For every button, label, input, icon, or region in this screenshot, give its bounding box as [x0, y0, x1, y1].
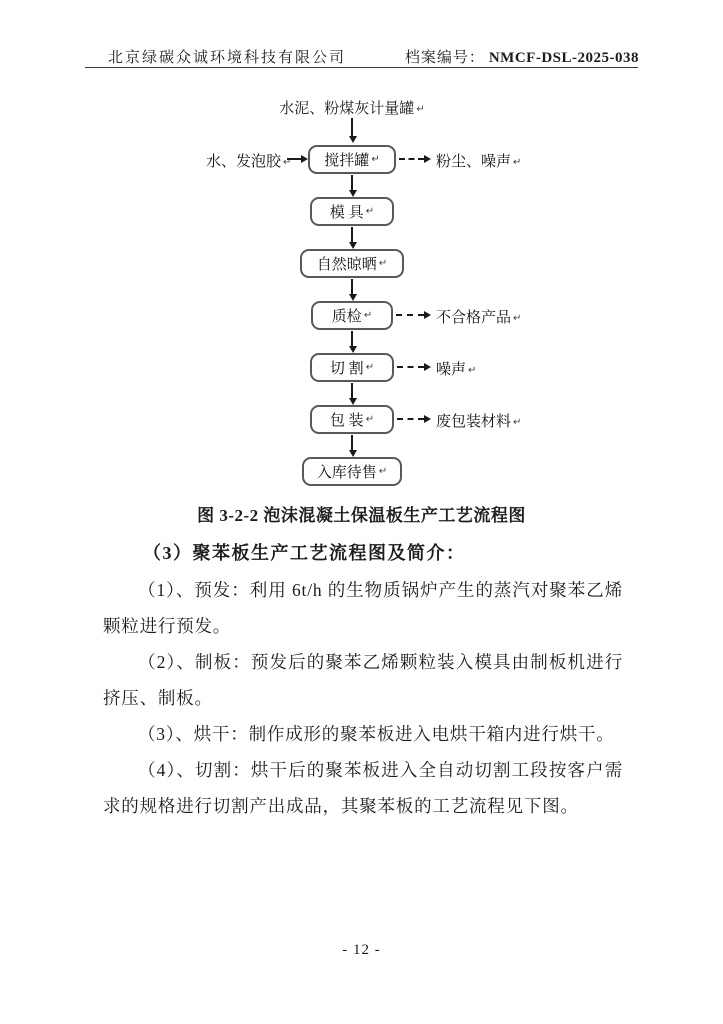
paragraph: （4）、切割：烘干后的聚苯板进入全自动切割工段按客户需求的规格进行切割产出成品，其聚苯板的工艺流程见下图。 — [103, 760, 623, 816]
paragraph-mark: ↵ — [378, 466, 388, 477]
emission-label: 不合格产品 — [436, 310, 512, 326]
arrow-right-dashed — [399, 158, 424, 160]
arrow-right-dashed — [397, 366, 424, 368]
paragraph-mark: ↵ — [363, 310, 373, 321]
header-doc-number — [405, 46, 639, 67]
emission-dust-noise — [436, 150, 521, 171]
paragraph: （1）、预发：利用 6t/h 的生物质锅炉产生的蒸汽对聚苯乙烯颗粒进行预发。 — [103, 580, 623, 636]
paragraph-mark: ↵ — [468, 365, 477, 376]
arrow-down — [351, 383, 353, 398]
emission-rejected-products — [436, 306, 521, 327]
emission-label: 噪声 — [436, 362, 467, 378]
arrow-down — [351, 435, 353, 450]
paragraph: （2）、制板：预发后的聚苯乙烯颗粒装入模具由制板机进行挤压、制板。 — [103, 652, 623, 708]
flow-node-natural-drying — [300, 249, 404, 278]
arrow-down — [351, 118, 353, 136]
flow-node-label: 搅拌罐 — [324, 153, 370, 169]
flow-input-top-label: 水泥、粉煤灰计量罐 — [279, 101, 415, 117]
arrow-down — [351, 175, 353, 190]
figure-caption: 图 3-2-2 泡沫混凝土保温板生产工艺流程图 — [197, 506, 526, 525]
flow-node-label: 入库待售 — [316, 465, 377, 481]
section-heading: （3）聚苯板生产工艺流程图及简介： — [143, 543, 466, 563]
paragraph-mark: ↵ — [378, 258, 388, 269]
arrow-right-dashed — [396, 314, 424, 316]
flow-node-mold — [310, 197, 394, 226]
paragraph-mark: ↵ — [513, 417, 522, 428]
paragraph-mark: ↵ — [371, 154, 380, 165]
paragraph-mark: ↵ — [416, 104, 425, 115]
body-text — [103, 572, 623, 824]
paragraph-mark: ↵ — [365, 362, 375, 373]
flow-node-label: 模 具 — [329, 205, 364, 221]
arrow-down — [351, 279, 353, 294]
header-divider — [85, 67, 638, 68]
flow-node-label: 质检 — [331, 309, 362, 325]
flow-node-warehouse — [302, 457, 402, 486]
arrow-right-dashed — [397, 418, 424, 420]
doc-number-label: 档案编号： — [404, 50, 485, 66]
emission-label: 废包装材料 — [436, 414, 512, 430]
flow-input-left-label: 水、发泡胶 — [206, 154, 282, 170]
arrow-down — [351, 331, 353, 346]
emission-label: 粉尘、噪声 — [436, 154, 512, 170]
flow-node-quality-check — [311, 301, 393, 330]
header-company-name: 北京绿碳众诚环境科技有限公司 — [108, 50, 347, 66]
emission-waste-packaging — [436, 410, 521, 431]
flow-node-mixing-tank — [308, 145, 396, 174]
paragraph-mark: ↵ — [283, 157, 292, 168]
flow-node-packaging — [310, 405, 394, 434]
paragraph-mark: ↵ — [513, 157, 522, 168]
emission-noise — [436, 358, 476, 379]
flow-node-label: 包 装 — [329, 413, 364, 429]
paragraph: （3）、烘干：制作成形的聚苯板进入电烘干箱内进行烘干。 — [138, 724, 615, 744]
flow-node-label: 切 割 — [329, 361, 364, 377]
flow-node-label: 自然晾晒 — [316, 257, 377, 273]
arrow-down — [351, 227, 353, 242]
flow-input-top — [279, 97, 424, 118]
paragraph-mark: ↵ — [365, 414, 375, 425]
arrow-right-solid — [287, 158, 301, 160]
doc-number-value: NMCF-DSL-2025-038 — [488, 50, 639, 66]
paragraph-mark: ↵ — [365, 206, 375, 217]
flow-input-left — [206, 150, 292, 171]
flow-node-cutting — [310, 353, 394, 382]
page-number: - 12 - — [342, 942, 381, 958]
paragraph-mark: ↵ — [513, 313, 522, 324]
